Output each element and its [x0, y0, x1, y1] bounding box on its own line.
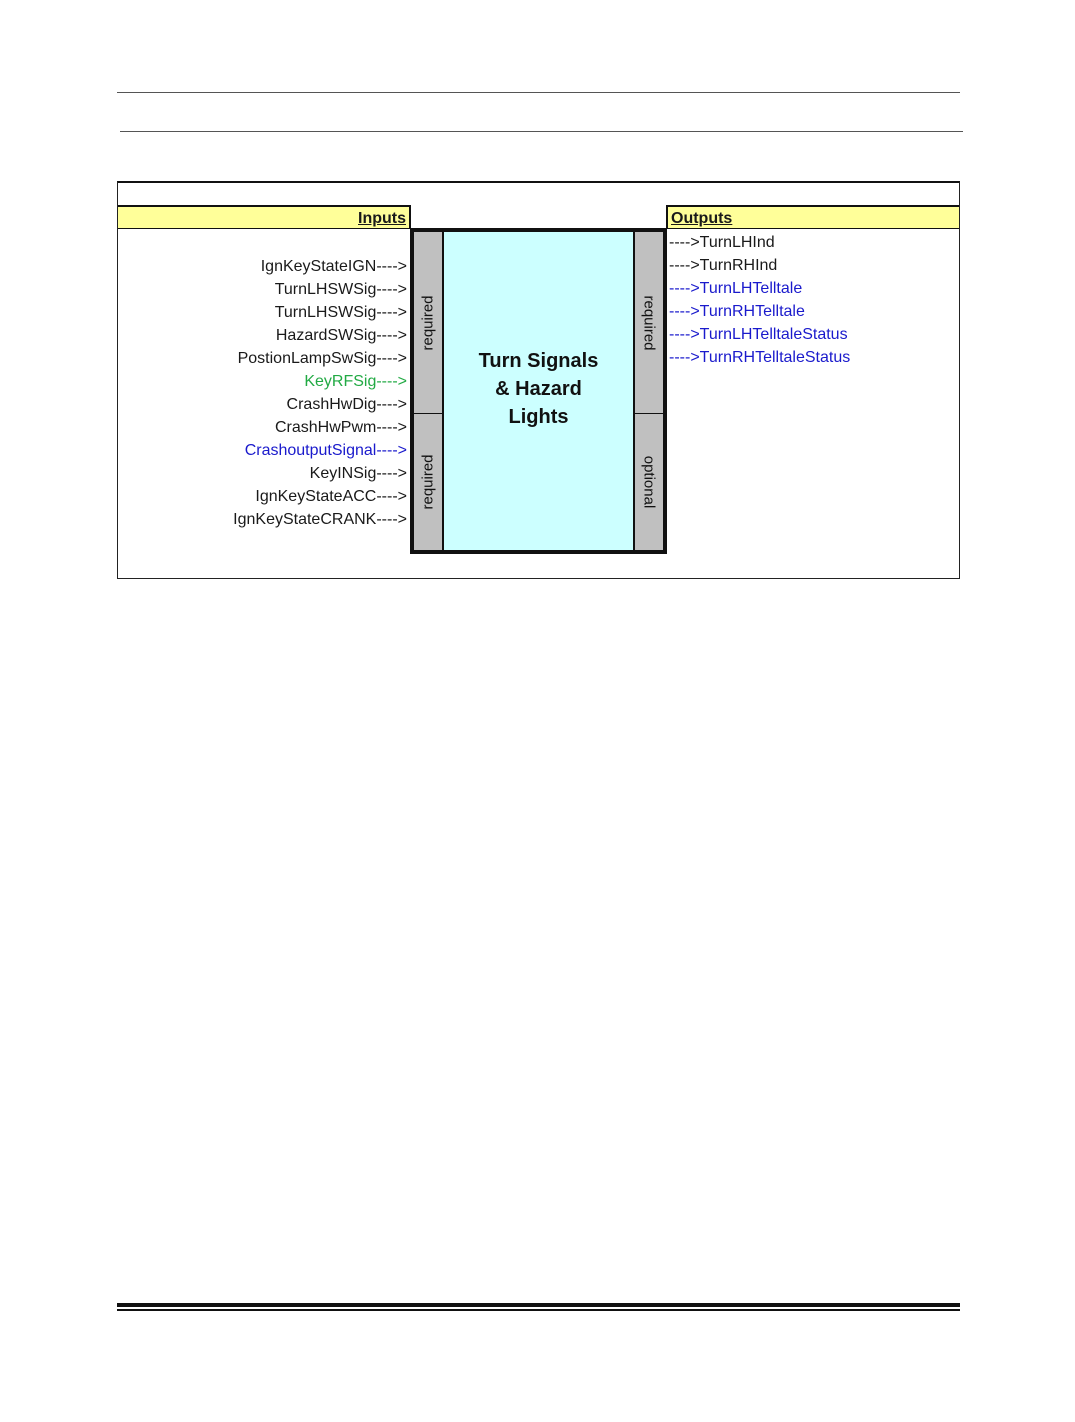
output-signal-list	[669, 231, 850, 369]
port-left-bottom	[414, 414, 444, 550]
input-signal: KeyRFSig---->	[304, 373, 407, 390]
footer-rule-thick	[117, 1303, 960, 1307]
output-signal: ---->TurnLHInd	[669, 234, 775, 251]
input-signal: HazardSWSig---->	[275, 327, 407, 344]
input-signal: KeyINSig---->	[309, 465, 407, 482]
port-right-top	[633, 232, 663, 414]
output-signal: ---->TurnLHTelltaleStatus	[669, 326, 848, 343]
output-signal: ---->TurnRHTelltale	[669, 303, 805, 320]
input-signal: IgnKeyStateIGN---->	[260, 258, 407, 275]
input-signal-list	[233, 255, 407, 531]
inputs-header: Inputs	[118, 205, 411, 229]
input-signal: IgnKeyStateACC---->	[255, 488, 407, 505]
port-right-bottom-label: optional	[640, 455, 658, 509]
component-title: Turn Signals & Hazard Lights	[478, 350, 599, 428]
footer-rule-thin	[117, 1309, 960, 1311]
input-signal: CrashHwDig---->	[286, 396, 407, 413]
port-left-top	[414, 232, 444, 414]
input-signal: CrashHwPwm---->	[275, 419, 407, 436]
input-signal: CrashoutputSignal---->	[244, 442, 407, 459]
port-right-bottom	[633, 414, 663, 550]
output-signal: ---->TurnLHTelltale	[669, 280, 803, 297]
port-left-bottom-label: required	[419, 454, 437, 510]
input-signal: IgnKeyStateCRANK---->	[233, 511, 407, 528]
outputs-header: Outputs	[666, 205, 959, 229]
input-signal: TurnLHSWSig---->	[274, 304, 407, 321]
output-signal: ---->TurnRHInd	[669, 257, 778, 274]
input-signal: PostionLampSwSig---->	[237, 350, 407, 367]
header-rule-top	[117, 92, 960, 93]
input-signal: TurnLHSWSig---->	[274, 281, 407, 298]
output-signal: ---->TurnRHTelltaleStatus	[669, 349, 851, 366]
port-left-top-label: required	[419, 294, 437, 351]
port-right-top-label: required	[640, 294, 658, 351]
component-block	[410, 228, 667, 554]
header-rule-bottom	[120, 131, 963, 132]
